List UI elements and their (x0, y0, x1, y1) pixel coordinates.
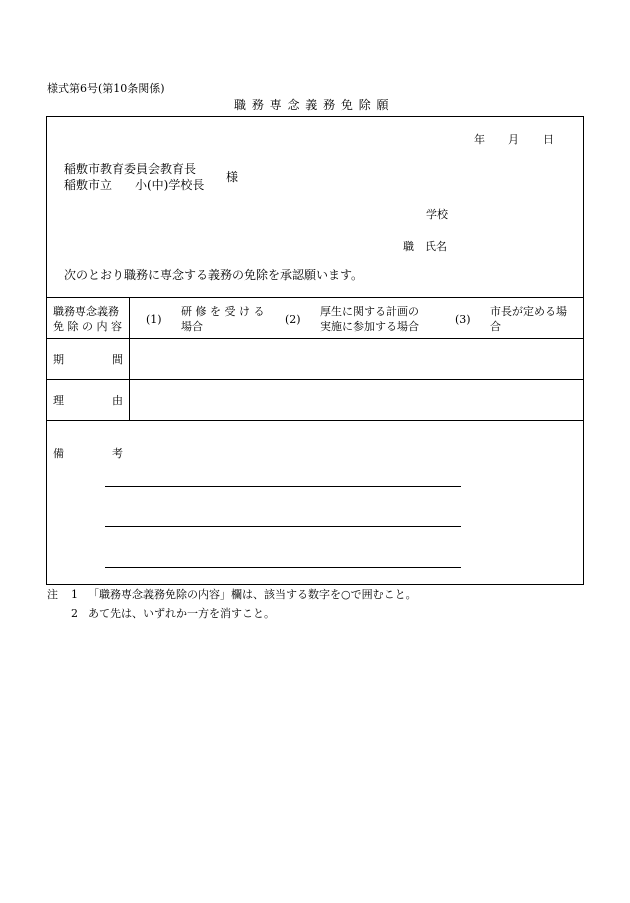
remarks-line-3 (105, 567, 461, 568)
separator-reason-top (46, 379, 584, 380)
option-2-line2: 実施に参加する場合 (320, 320, 419, 333)
option-2-number: (2) (285, 313, 301, 326)
school-label: 学校 (426, 208, 448, 221)
option-2-line1: 厚生に関する計画の (320, 305, 419, 318)
reason-label-b: 由 (112, 394, 123, 407)
note-1-number: 1 (71, 588, 78, 601)
option-1-number: (1) (146, 313, 162, 326)
remarks-line-2 (105, 526, 461, 527)
separator-period-top (46, 338, 584, 339)
remarks-line-1 (105, 486, 461, 487)
date-day-label: 日 (543, 133, 554, 146)
date-month-label: 月 (508, 133, 519, 146)
request-text: 次のとおり職務に専念する義務の免除を承認願います。 (64, 268, 364, 282)
addressee-line1: 稲敷市教育委員会教育長 (64, 162, 197, 176)
remarks-label-a: 備 (53, 447, 64, 460)
label-column-divider (129, 297, 130, 420)
option-3-number: (3) (455, 313, 471, 326)
date-year-label: 年 (474, 133, 485, 146)
note-1-text: 「職務専念義務免除の内容」欄は、該当する数字を○で囲むこと。 (88, 588, 417, 601)
remarks-label-b: 考 (112, 447, 123, 460)
option-3-line1: 市長が定める場 (490, 305, 567, 318)
addressee-school: 小(中)学校長 (135, 178, 205, 192)
addressee-honorific: 様 (226, 170, 239, 184)
content-label-line1: 職務専念義務 (53, 305, 119, 318)
reason-label-a: 理 (53, 394, 64, 407)
content-label-line2: 免 除 の 内 容 (53, 320, 122, 333)
note-2-number: 2 (71, 607, 78, 620)
option-1-line2: 場合 (181, 320, 203, 333)
period-label-b: 間 (112, 353, 123, 366)
option-3-line2: 合 (490, 320, 501, 333)
form-number: 様式第6号(第10条関係) (47, 82, 165, 95)
separator-content-top (46, 297, 584, 298)
period-label-a: 期 (53, 353, 64, 366)
separator-remarks-top (46, 420, 584, 421)
position-label: 職 (403, 240, 414, 253)
name-label: 氏名 (425, 240, 447, 253)
page-title: 職 務 専 念 義 務 免 除 願 (234, 98, 390, 112)
addressee-city: 稲敷市立 (64, 178, 113, 192)
note-2-text: あて先は、いずれか一方を消すこと。 (88, 607, 275, 620)
notes-prefix: 注 (47, 588, 58, 601)
option-1-line1: 研 修 を 受 け る (181, 305, 265, 318)
form-frame (46, 116, 584, 585)
